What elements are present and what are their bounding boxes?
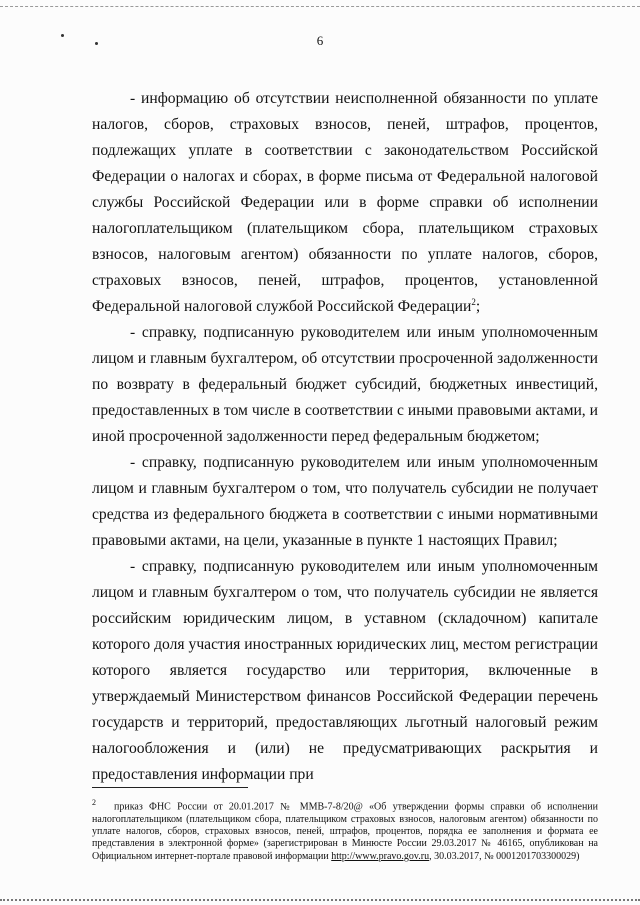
paragraph-tax-debt-info: [92, 86, 598, 320]
paragraph-no-other-funds-certificate: - справку, подписанную руководителем или иным уполномоченным лицом и главным бухгалтером о том, что получатель субсидии не получает средства из федерального бюджета в соответствии с иными нормативными правовыми актами, на цели, указанные в пункте 1 настоящих Правил;: [92, 454, 598, 549]
scan-top-edge: [0, 6, 640, 7]
footnote-reference: 2: [471, 296, 476, 307]
page-number: 6: [316, 33, 324, 48]
document-body: [92, 86, 598, 788]
footnote-separator: [92, 787, 248, 788]
paragraph-text: - информацию об отсутствии неисполненной обязанности по уплате налогов, сборов, страховых взносов, пеней, штрафов, процентов, подлежащих уплате в соответствии с законодательством Российской Федерации о налогах и сборах, в форме письма от Федеральной налоговой службы Российской Федерации или в форме справки об исполнении налогоплательщиком (плательщиком сбора, плательщиком страховых взносов, налоговым агентом) обязанности по уплате налогов, сборов, страховых взносов, пеней, штрафов, процентов, установленной Федеральной налоговой службой Российской Федерации: [92, 90, 598, 315]
paragraph-foreign-entity-certificate: - справку, подписанную руководителем или иным уполномоченным лицом и главным бухгалтером о том, что получатель субсидии не является российским юридическим лицом, в уставном (складочном) капитале которого доля участия иностранных юридических лиц, местом регистрации которого является государство или территория, включенные в утверждаемый Министерством финансов Российской Федерации перечень государств и территорий, предоставляющих льготный налоговый режим налогообложения и (или) не предусматривающих раскрытия и предоставления информации при: [92, 558, 598, 783]
footnote: [92, 797, 598, 863]
paragraph-overdue-debt-certificate: - справку, подписанную руководителем или иным уполномоченным лицом и главным бухгалтером, об отсутствии просроченной задолженности по возврату в федеральный бюджет субсидий, бюджетных инвестиций, предоставленных в том числе в соответствии с иными правовыми актами, и иной просроченной задолженности перед федеральным бюджетом;: [92, 324, 598, 445]
paragraph-tail: ;: [475, 298, 481, 315]
footnote-link[interactable]: http://www.pravo.gov.ru: [331, 850, 430, 862]
footnote-marker: 2: [92, 798, 96, 807]
scan-bottom-edge: [0, 899, 640, 901]
footnote-text-end: , 30.03.2017, № 0001201703300029): [429, 850, 580, 862]
footnote-text: приказ ФНС России от 20.01.2017 № ММВ-7-8/20@ «Об утверждении формы справки об исполнении налогоплательщиком (плательщиком сбора, плательщиком страховых взносов, налоговым агентом) обязанности по уплате налогов, сборов, страховых взносов, пеней, штрафов, процентов, порядка ее заполнения и формата ее представления в электронной форме» (зарегистрирован в Минюсте России 29.03.2017 № 46165, опубликован на Официальном интернет-портале правовой информации: [92, 801, 598, 862]
